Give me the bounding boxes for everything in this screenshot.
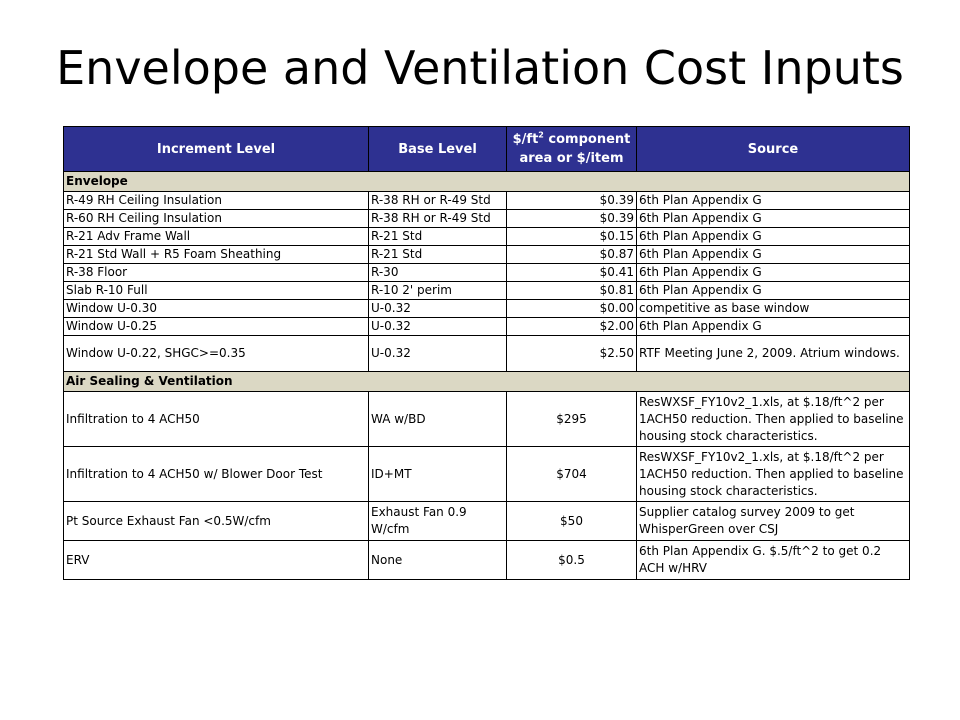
- cell-increment: Window U-0.30: [64, 300, 369, 318]
- cell-source: competitive as base window: [637, 300, 910, 318]
- cell-cost: $704: [507, 447, 637, 502]
- cell-source: Supplier catalog survey 2009 to get WhisperGreen over CSJ: [637, 502, 910, 541]
- table-row: [64, 336, 910, 372]
- cell-increment: R-60 RH Ceiling Insulation: [64, 210, 369, 228]
- cell-base: U-0.32: [369, 336, 507, 372]
- cost-inputs-table: [63, 126, 910, 580]
- cell-increment: R-49 RH Ceiling Insulation: [64, 192, 369, 210]
- cell-increment: Pt Source Exhaust Fan <0.5W/cfm: [64, 502, 369, 541]
- header-base-level: Base Level: [369, 127, 507, 172]
- cell-source: 6th Plan Appendix G: [637, 282, 910, 300]
- cell-source: 6th Plan Appendix G: [637, 228, 910, 246]
- cell-base: None: [369, 541, 507, 580]
- cell-base: ID+MT: [369, 447, 507, 502]
- table-row: [64, 392, 910, 447]
- slide-title: Envelope and Ventilation Cost Inputs: [56, 41, 904, 95]
- section-label: Air Sealing & Ventilation: [64, 372, 910, 392]
- cell-source: 6th Plan Appendix G: [637, 318, 910, 336]
- table-row: [64, 541, 910, 580]
- header-cost: [507, 127, 637, 172]
- table-row: [64, 502, 910, 541]
- cell-cost: $2.50: [507, 336, 637, 372]
- cell-cost: $50: [507, 502, 637, 541]
- cell-base: U-0.32: [369, 300, 507, 318]
- cell-source: 6th Plan Appendix G: [637, 246, 910, 264]
- section-row-air-sealing: [64, 372, 910, 392]
- cell-cost: $0.39: [507, 210, 637, 228]
- cell-cost: $0.87: [507, 246, 637, 264]
- cell-base: Exhaust Fan 0.9 W/cfm: [369, 502, 507, 541]
- section-row-envelope: [64, 172, 910, 192]
- cell-source: 6th Plan Appendix G. $.5/ft^2 to get 0.2 ACH w/HRV: [637, 541, 910, 580]
- table-row: [64, 192, 910, 210]
- table-row: [64, 318, 910, 336]
- cell-cost: $2.00: [507, 318, 637, 336]
- cell-increment: ERV: [64, 541, 369, 580]
- cell-cost: $0.15: [507, 228, 637, 246]
- table-row: [64, 228, 910, 246]
- cell-increment: R-21 Std Wall + R5 Foam Sheathing: [64, 246, 369, 264]
- section-label: Envelope: [64, 172, 910, 192]
- table-row: [64, 264, 910, 282]
- cell-cost: $0.41: [507, 264, 637, 282]
- cell-cost: $0.81: [507, 282, 637, 300]
- cell-increment: Infiltration to 4 ACH50: [64, 392, 369, 447]
- cell-cost: $0.5: [507, 541, 637, 580]
- header-increment-level: Increment Level: [64, 127, 369, 172]
- cell-increment: R-38 Floor: [64, 264, 369, 282]
- cell-cost: $0.00: [507, 300, 637, 318]
- cell-cost: $0.39: [507, 192, 637, 210]
- header-source: Source: [637, 127, 910, 172]
- table-row: [64, 282, 910, 300]
- cell-source: ResWXSF_FY10v2_1.xls, at $.18/ft^2 per 1ACH50 reduction. Then applied to baseline housing stock characteristics.: [637, 447, 910, 502]
- cell-base: R-38 RH or R-49 Std: [369, 192, 507, 210]
- cell-base: R-38 RH or R-49 Std: [369, 210, 507, 228]
- header-cost-post: component area or $/item: [519, 132, 631, 166]
- cell-increment: R-21 Adv Frame Wall: [64, 228, 369, 246]
- cell-increment: Slab R-10 Full: [64, 282, 369, 300]
- cell-source: ResWXSF_FY10v2_1.xls, at $.18/ft^2 per 1ACH50 reduction. Then applied to baseline housing stock characteristics.: [637, 392, 910, 447]
- header-cost-sup: 2: [538, 130, 544, 140]
- table-row: [64, 300, 910, 318]
- cell-base: R-10 2' perim: [369, 282, 507, 300]
- cell-base: R-30: [369, 264, 507, 282]
- cell-increment: Window U-0.22, SHGC>=0.35: [64, 336, 369, 372]
- cell-increment: Infiltration to 4 ACH50 w/ Blower Door Test: [64, 447, 369, 502]
- cell-base: R-21 Std: [369, 246, 507, 264]
- header-cost-pre: $/ft: [512, 132, 539, 147]
- cell-cost: $295: [507, 392, 637, 447]
- cell-base: WA w/BD: [369, 392, 507, 447]
- cell-source: 6th Plan Appendix G: [637, 210, 910, 228]
- cell-source: 6th Plan Appendix G: [637, 264, 910, 282]
- table-row: [64, 447, 910, 502]
- cell-base: U-0.32: [369, 318, 507, 336]
- cell-source: RTF Meeting June 2, 2009. Atrium windows.: [637, 336, 910, 372]
- table-row: [64, 210, 910, 228]
- cell-source: 6th Plan Appendix G: [637, 192, 910, 210]
- table-row: [64, 246, 910, 264]
- cell-increment: Window U-0.25: [64, 318, 369, 336]
- table-header-row: [64, 127, 910, 172]
- cell-base: R-21 Std: [369, 228, 507, 246]
